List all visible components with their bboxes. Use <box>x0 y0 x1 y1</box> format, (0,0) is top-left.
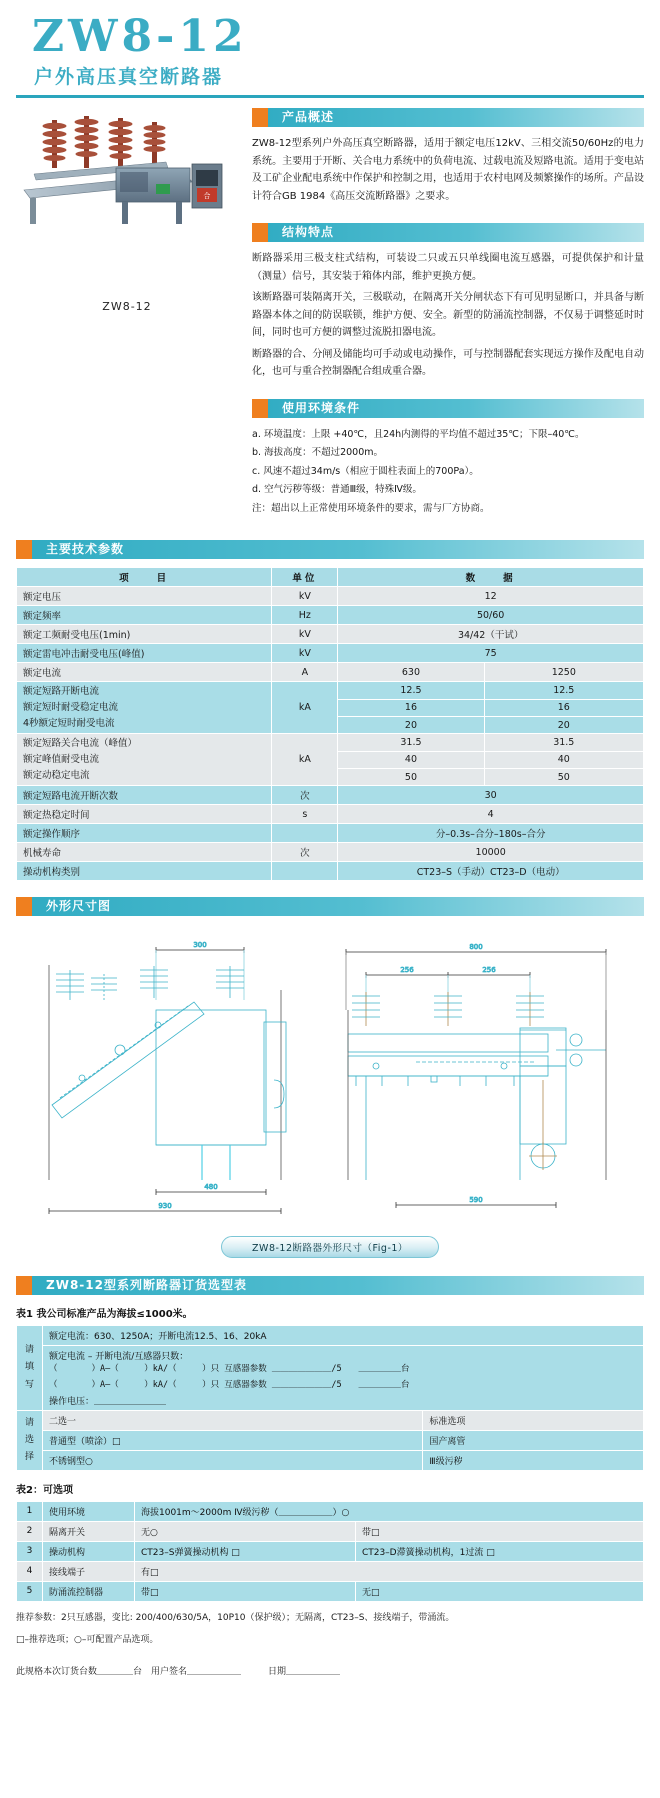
row-value-630: 630 <box>338 663 484 682</box>
fill-line-2[interactable]: （ ）A–（ ）kA/（ ）只 互感器参数 ＿＿＿＿＿＿＿/5 ＿＿＿＿＿台 <box>49 1380 410 1391</box>
row-value-1250: 1250 <box>484 663 643 682</box>
row-value: CT23–S（手动）CT23–D（电动） <box>338 862 644 881</box>
order-table-wrapper <box>0 1305 660 1682</box>
section-marker-icon <box>16 897 32 916</box>
col-header-unit: 单位 <box>272 568 338 587</box>
section-marker-icon <box>252 399 268 418</box>
row-item: 机械寿命 <box>17 843 272 862</box>
table-row <box>17 843 644 862</box>
dim-label-480: 480 <box>204 1183 218 1192</box>
group2-item-2: 额定峰值耐受电流 <box>23 753 100 765</box>
table-row <box>17 606 644 625</box>
section-header-environment <box>252 399 644 418</box>
option-no: 3 <box>17 1541 43 1561</box>
group1-r3-c1: 20 <box>338 716 484 733</box>
row-value: 4 <box>338 805 644 824</box>
option-no: 1 <box>17 1501 43 1521</box>
group1-r3-c2: 20 <box>484 716 643 733</box>
row-value: 75 <box>338 644 644 663</box>
row-item: 额定电流 <box>17 663 272 682</box>
spec-table <box>16 567 644 881</box>
option-no: 2 <box>17 1521 43 1541</box>
page-subtitle: 户外高压真空断路器 <box>34 66 224 89</box>
dimension-drawing <box>16 930 644 1230</box>
fill-label: 请 填 写 <box>17 1326 43 1410</box>
recommendation-note: 推荐参数：2只互感器，变比: 200/400/630/5A，10P10（保护级）；无隔离，CT23–S、接线端子，带涌流。 <box>16 1612 455 1623</box>
table-row <box>17 824 644 843</box>
top-area <box>0 98 660 518</box>
dim-label-256-b: 256 <box>482 966 496 975</box>
row-value: 12 <box>338 587 644 606</box>
option-name: 操动机构 <box>43 1541 135 1561</box>
section-header-drawing <box>16 897 644 916</box>
row-unit: A <box>272 663 338 682</box>
environment-list <box>252 426 644 500</box>
section-title-order: ZW8-12型系列断路器订货选型表 <box>46 1278 247 1293</box>
dim-label-300: 300 <box>193 941 207 950</box>
legend-note: □–推荐选项；○–可配置产品选项。 <box>16 1635 159 1646</box>
section-header-structure <box>252 223 644 242</box>
fill-line-1[interactable]: （ ）A–（ ）kA/（ ）只 互感器参数 ＿＿＿＿＿＿＿/5 ＿＿＿＿＿台 <box>49 1364 410 1375</box>
option-name: 隔离开关 <box>43 1521 135 1541</box>
row-unit: s <box>272 805 338 824</box>
col-header-item: 项 目 <box>17 568 272 587</box>
option-name: 防涌流控制器 <box>43 1581 135 1601</box>
group2-r1-c1: 31.5 <box>338 734 484 751</box>
product-photo-illustration <box>16 112 231 230</box>
group1-r1-c2: 12.5 <box>484 682 643 699</box>
dim-label-800: 800 <box>469 943 483 952</box>
group2-unit: kA <box>272 734 338 786</box>
fill-body-title: 额定电流 – 开断电流/互感器只数： <box>49 1352 189 1363</box>
group1-item-2: 额定短时耐受稳定电流 <box>23 701 119 713</box>
group1-unit: kA <box>272 682 338 734</box>
group1-r2-c2: 16 <box>484 699 643 716</box>
dim-label-256-a: 256 <box>400 966 414 975</box>
row-item: 额定热稳定时间 <box>17 805 272 824</box>
option-no: 4 <box>17 1561 43 1581</box>
row-item: 额定频率 <box>17 606 272 625</box>
option-col2[interactable]: 带□ <box>355 1521 643 1541</box>
table-header-row <box>17 568 644 587</box>
product-photo <box>16 112 231 230</box>
page-title: ZW8-12 <box>32 11 248 62</box>
group2-item-3: 额定动稳定电流 <box>23 769 90 781</box>
order-form-table <box>16 1325 644 1470</box>
group2-r3-c2: 50 <box>484 768 643 785</box>
option-col1[interactable]: 无○ <box>135 1521 356 1541</box>
row-unit: kV <box>272 644 338 663</box>
section-title-spec: 主要技术参数 <box>46 542 125 557</box>
row-unit: kV <box>272 587 338 606</box>
row-unit: 次 <box>272 843 338 862</box>
section-title-overview: 产品概述 <box>282 110 335 125</box>
row-value: 34/42（干试） <box>338 625 644 644</box>
row-unit <box>272 862 338 881</box>
table-row <box>17 862 644 881</box>
list-item: a. 环境温度：上限 +40℃，且24h内测得的平均值不超过35℃；下限–40℃。 <box>252 428 585 440</box>
choose-row2-left[interactable]: 不锈钢型○ <box>43 1450 423 1470</box>
option-no: 5 <box>17 1581 43 1601</box>
row-unit: kV <box>272 625 338 644</box>
option-col1[interactable]: 带□ <box>135 1581 356 1601</box>
option-col1[interactable]: 海拔1001m～2000m Ⅳ级污秽（＿＿＿＿＿＿）○ <box>135 1501 644 1521</box>
list-item: d. 空气污秽等级：普通Ⅲ级，特殊Ⅳ级。 <box>252 484 422 496</box>
figure-caption-row <box>16 1236 644 1258</box>
table-row <box>17 587 644 606</box>
product-photo-column <box>16 108 238 518</box>
choose-row1-left[interactable]: 普通型（喷涂）□ <box>43 1430 423 1450</box>
section-marker-icon <box>252 223 268 242</box>
row-value: 30 <box>338 786 644 805</box>
row-item: 额定工频耐受电压(1min) <box>17 625 272 644</box>
group2-r1-c2: 31.5 <box>484 734 643 751</box>
list-item: b. 海拔高度：不超过2000m。 <box>252 447 384 459</box>
figure-caption: ZW8-12断路器外形尺寸（Fig-1） <box>221 1236 439 1258</box>
row-item: 额定短路电流开断次数 <box>17 786 272 805</box>
group2-r2-c2: 40 <box>484 751 643 768</box>
section-title-environment: 使用环境条件 <box>282 400 361 415</box>
environment-note: 注：超出以上正常使用环境条件的要求，需与厂方协商。 <box>252 502 490 514</box>
fill-header: 额定电流：630、1250A；开断电流12.5、16、20kA <box>43 1326 644 1346</box>
spacer <box>252 209 644 223</box>
overview-paragraph: ZW8-12型系列户外高压真空断路器，适用于额定电压12kV、三相交流50/60Hz的电力系统。主要用于开断、关合电力系统中的负荷电流、过载电流及短路电流。适用于变电站及工矿企业配电系统中作保护和控制之用，也适用于农村电网及频繁操作的场所。产品设计符合GB 1984《高压交流断路器》之要求。 <box>252 138 644 202</box>
row-value: 分–0.3s–合分–180s–合分 <box>338 824 644 843</box>
fill-line-3[interactable]: 操作电压：＿＿＿＿＿＿＿＿ <box>49 1396 167 1407</box>
group2-items <box>17 734 272 786</box>
dim-label-590: 590 <box>469 1196 483 1205</box>
table-row <box>17 1581 644 1601</box>
structure-paragraph-1: 断路器采用三极支柱式结构，可装设二只或五只单线圈电流互感器，可提供保护和计量（测量）信号，其安装于箱体内部，维护更换方便。 <box>252 253 644 282</box>
option-col2[interactable]: 无□ <box>355 1581 643 1601</box>
group2-r2-c1: 40 <box>338 751 484 768</box>
row-unit <box>272 824 338 843</box>
table-row <box>17 734 644 751</box>
table-row-choose-2 <box>17 1450 644 1470</box>
table-row <box>17 1541 644 1561</box>
table-row <box>17 644 644 663</box>
group1-items <box>17 682 272 734</box>
row-value: 10000 <box>338 843 644 862</box>
option-col2[interactable]: CT23–D滞簧操动机构，1过流 □ <box>355 1541 643 1561</box>
product-photo-caption: ZW8-12 <box>102 300 152 314</box>
table-row <box>17 1561 644 1581</box>
option-name: 接线端子 <box>43 1561 135 1581</box>
table-row-fill-body <box>17 1346 644 1410</box>
choose-row2-right[interactable]: Ⅲ级污秽 <box>423 1450 644 1470</box>
dimension-drawing-area <box>0 924 660 1258</box>
table-row-fill <box>17 1326 644 1346</box>
fill-body <box>43 1346 644 1410</box>
order-footer-line[interactable]: 此规格本次订货台数＿＿＿＿台 用户签名＿＿＿＿＿＿ 日期＿＿＿＿＿＿ <box>16 1667 341 1678</box>
option-col1[interactable]: CT23–S弹簧操动机构 □ <box>135 1541 356 1561</box>
row-unit: 次 <box>272 786 338 805</box>
option-col1[interactable]: 有□ <box>135 1561 644 1581</box>
table-row <box>17 1521 644 1541</box>
structure-paragraph-3: 断路器的合、分闸及储能均可手动或电动操作，可与控制器配套实现远方操作及配电自动化，也可与重合控制器配合组成重合器。 <box>252 348 644 378</box>
table-row <box>17 663 644 682</box>
choose-label: 请 选 择 <box>17 1410 43 1470</box>
table-row-choose-header <box>17 1410 644 1430</box>
section-title-structure: 结构特点 <box>282 225 335 240</box>
col-header-data: 数 据 <box>338 568 644 587</box>
row-item: 操动机构类别 <box>17 862 272 881</box>
spacer <box>252 385 644 399</box>
row-item: 额定操作顺序 <box>17 824 272 843</box>
option-name: 使用环境 <box>43 1501 135 1521</box>
table-row-choose-1 <box>17 1430 644 1450</box>
row-unit: Hz <box>272 606 338 625</box>
group2-r3-c1: 50 <box>338 768 484 785</box>
svg-text:合: 合 <box>203 192 211 201</box>
table-row <box>17 1501 644 1521</box>
group1-item-3: 4秒额定短时耐受电流 <box>23 717 115 729</box>
table-row <box>17 786 644 805</box>
table-row <box>17 805 644 824</box>
group1-r2-c1: 16 <box>338 699 484 716</box>
page-header <box>0 0 660 89</box>
group1-r1-c1: 12.5 <box>338 682 484 699</box>
description-column <box>248 108 644 518</box>
row-item: 额定电压 <box>17 587 272 606</box>
spec-table-wrapper <box>0 567 660 881</box>
group2-item-1: 额定短路关合电流（峰值） <box>23 738 138 750</box>
row-value: 50/60 <box>338 606 644 625</box>
row-item: 额定雷电冲击耐受电压(峰值) <box>17 644 272 663</box>
list-item: c. 风速不超过34m/s（相应于圆柱表面上的700Pa）。 <box>252 465 479 477</box>
section-header-overview <box>252 108 644 127</box>
choose-row1-right[interactable]: 国产离管 <box>423 1430 644 1450</box>
table-row <box>17 682 644 699</box>
section-marker-icon <box>252 108 268 127</box>
dim-label-930: 930 <box>158 1202 172 1211</box>
section-marker-icon <box>16 1276 32 1295</box>
choose-col1-header: 二选一 <box>43 1410 423 1430</box>
section-title-drawing: 外形尺寸图 <box>46 899 112 914</box>
table1-note: 表1 我公司标准产品为海拔≤1000米。 <box>16 1309 193 1321</box>
section-header-order <box>16 1276 644 1295</box>
table-row <box>17 625 644 644</box>
section-marker-icon <box>16 540 32 559</box>
table2-note: 表2：可选项 <box>16 1484 73 1496</box>
choose-col2-header: 标准选项 <box>423 1410 644 1430</box>
section-header-spec <box>16 540 644 559</box>
options-table <box>16 1501 644 1602</box>
structure-paragraph-2: 该断路器可装隔离开关，三极联动，在隔离开关分闸状态下有可见明显断口，并具备与断路器本体之间的防误联锁，维护方便、安全。新型的防涌流控制器，不仅易于调整延时时间，同时也可方便的调整过流脱扣器电流。 <box>252 292 644 339</box>
group1-item-1: 额定短路开断电流 <box>23 686 100 698</box>
